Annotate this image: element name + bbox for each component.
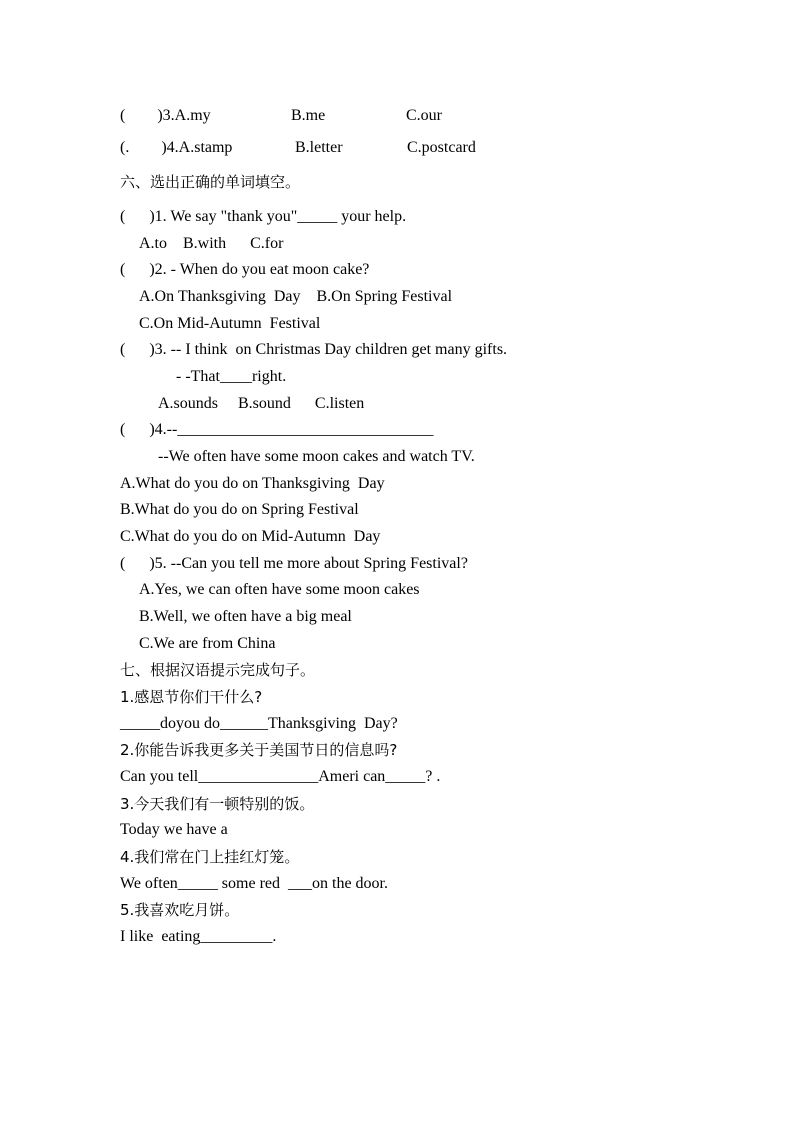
s7-item3-cn: 3.今天我们有一顿特别的饭。 <box>120 795 315 813</box>
s6-q1-options: A.to B.with C.for <box>139 235 284 252</box>
s6-q4-stem: ( )4.--________________________________ <box>120 421 434 438</box>
s6-q3-options: A.sounds B.sound C.listen <box>158 395 365 412</box>
s7-item3-en: Today we have a <box>120 821 228 838</box>
s6-q4-reply: --We often have some moon cakes and watch TV. <box>158 448 475 465</box>
s6-q5-stem: ( )5. --Can you tell me more about Spring Festival? <box>120 555 468 572</box>
s6-q3-stem: ( )3. -- I think on Christmas Day children get many gifts. <box>120 341 508 358</box>
s7-item1-en: _____doyou do______Thanksgiving Day? <box>120 715 398 732</box>
s5-q4-option-b: B.letter <box>295 139 343 156</box>
s6-q4-option-a: A.What do you do on Thanksgiving Day <box>120 475 385 492</box>
section7-heading: 七、根据汉语提示完成句子。 <box>120 661 316 679</box>
s5-q3-option-b: B.me <box>291 107 326 124</box>
s6-q5-option-c: C.We are from China <box>139 635 276 652</box>
s7-item5-en: I like eating_________. <box>120 928 277 945</box>
s6-q2-stem: ( )2. - When do you eat moon cake? <box>120 261 370 278</box>
s7-item1-cn: 1.感恩节你们干什么? <box>120 688 263 706</box>
s7-item4-cn: 4.我们常在门上挂红灯笼。 <box>120 848 300 866</box>
s5-q3-option-c: C.our <box>406 107 442 124</box>
s6-q2-options-1: A.On Thanksgiving Day B.On Spring Festival <box>139 288 453 305</box>
s7-item4-en: We often_____ some red ___on the door. <box>120 875 388 892</box>
s7-item2-en: Can you tell_______________Ameri can_____? . <box>120 768 441 785</box>
s6-q4-option-b: B.What do you do on Spring Festival <box>120 501 359 518</box>
s7-item2-cn: 2.你能告诉我更多关于美国节日的信息吗? <box>120 741 398 759</box>
s6-q1-stem: ( )1. We say "thank you"_____ your help. <box>120 208 407 225</box>
s6-q5-option-a: A.Yes, we can often have some moon cakes <box>139 581 420 598</box>
s6-q5-option-b: B.Well, we often have a big meal <box>139 608 352 625</box>
s6-q2-options-2: C.On Mid-Autumn Festival <box>139 315 321 332</box>
s5-q4-stem: (. )4.A.stamp <box>120 139 233 156</box>
s5-q3-stem: ( )3.A.my <box>120 107 211 124</box>
s7-item5-cn: 5.我喜欢吃月饼。 <box>120 901 240 919</box>
s6-q4-option-c: C.What do you do on Mid-Autumn Day <box>120 528 381 545</box>
s6-q3-reply: - -That____right. <box>176 368 287 385</box>
s5-q4-option-c: C.postcard <box>407 139 476 156</box>
section6-heading: 六、选出正确的单词填空。 <box>120 173 301 191</box>
